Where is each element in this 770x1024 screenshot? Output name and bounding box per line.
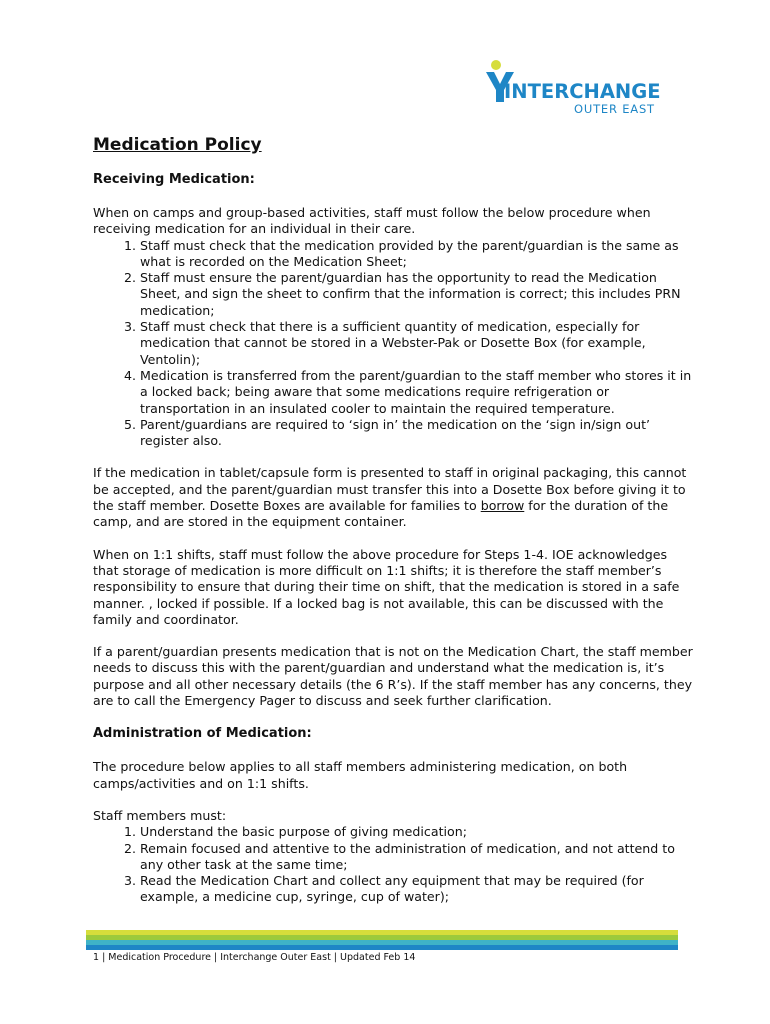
list-item: 2. Remain focused and attentive to the administration of medication, and not attend to any other task at the same time;: [140, 841, 693, 874]
list-item: 1. Staff must check that the medication provided by the parent/guardian is the same as what is recorded on the Medication Sheet;: [140, 238, 693, 271]
list-item: 1. Understand the basic purpose of giving medication;: [140, 824, 693, 840]
interchange-logo: [484, 58, 684, 118]
admin-steps-list: [93, 824, 693, 905]
list-item: 4. Medication is transferred from the parent/guardian to the staff member who stores it in a locked back; being aware that some medications require refrigeration or transportation in an insulated cooler to maintain the required temperature.: [140, 368, 693, 417]
stripe-blue: [86, 945, 678, 950]
list-item: 3. Staff must check that there is a sufficient quantity of medication, especially for medication that cannot be stored in a Webster-Pak or Dosette Box (for example, Ventolin);: [140, 319, 693, 368]
admin-heading: Administration of Medication:: [93, 726, 312, 742]
tablet-paragraph: [93, 465, 693, 530]
chart-paragraph: If a parent/guardian presents medication that is not on the Medication Chart, the staff member needs to discuss this with the parent/guardian and understand what the medication is, it’s purpose and all other necessary details (the 6 R’s). If the staff member has any concerns, they are to call the Emergency Pager to discuss and seek further clarification.: [93, 644, 693, 709]
logo-subtitle: OUTER EAST: [574, 102, 655, 116]
receiving-intro: When on camps and group-based activities, staff must follow the below procedure when receiving medication for an individual in their care.: [93, 205, 651, 237]
list-item: 2. Staff must ensure the parent/guardian has the opportunity to read the Medication Sheet, and sign the sheet to confirm that the information is correct; this includes PRN medication;: [140, 270, 693, 319]
page-title: Medication Policy: [93, 135, 262, 155]
tablet-text-b: for the duration of the camp, and are stored in the equipment container.: [93, 498, 669, 530]
logo-name: INTERCHANGE: [504, 80, 661, 103]
page-footer: 1 | Medication Procedure | Interchange Outer East | Updated Feb 14: [93, 952, 416, 963]
staff-must-label: Staff members must:: [93, 807, 227, 823]
list-item: 5. Parent/guardians are required to ‘sign in’ the medication on the ‘sign in/sign out’ register also.: [140, 417, 693, 450]
document-body: [93, 133, 693, 922]
borrow-underlined: borrow: [480, 498, 525, 514]
receiving-heading: Receiving Medication:: [93, 172, 255, 187]
footer-stripes: [86, 930, 678, 950]
receiving-steps-list: [93, 238, 693, 450]
admin-intro: The procedure below applies to all staff members administering medication, on both camps/activities and on 1:1 shifts.: [93, 759, 628, 791]
shifts-paragraph: When on 1:1 shifts, staff must follow the above procedure for Steps 1-4. IOE acknowledges that storage of medication is more difficult on 1:1 shifts; it is therefore the staff member’s responsibility to ensure that during their time on shift, that the medication is stored in a safe manner. , locked if possible. If a locked bag is not available, this can be discussed with the family and coordinator.: [93, 546, 680, 627]
tablet-text-a: If the medication in tablet/capsule form is presented to staff in original packaging, this cannot be accepted, and the parent/guardian must transfer this into a Dosette Box before giving it to the staff member. Dosette Boxes are available for families to: [93, 465, 687, 514]
list-item: 3. Read the Medication Chart and collect any equipment that may be required (for example, a medicine cup, syringe, cup of water);: [140, 873, 693, 906]
